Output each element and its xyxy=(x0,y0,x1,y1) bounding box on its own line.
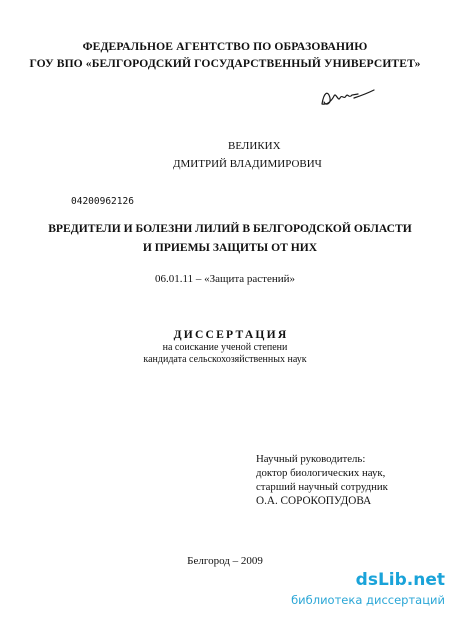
specialty-code: 06.01.11 – «Защита растений» xyxy=(154,273,296,285)
dissertation-label: ДИССЕРТАЦИЯ xyxy=(173,328,289,341)
agency-heading: ФЕДЕРАЛЬНОЕ АГЕНТСТВО ПО ОБРАЗОВАНИЮ xyxy=(82,40,368,53)
watermark-subtitle: библиотека диссертаций xyxy=(291,593,445,607)
university-heading: ГОУ ВПО «БЕЛГОРОДСКИЙ ГОСУДАРСТВЕННЫЙ УНИВЕРСИТЕТ» xyxy=(29,57,421,70)
supervisor-position: старший научный сотрудник xyxy=(256,481,388,493)
thesis-title-line-1: ВРЕДИТЕЛИ И БОЛЕЗНИ ЛИЛИЙ В БЕЛГОРОДСКОЙ ОБЛАСТИ xyxy=(48,222,412,235)
city-year: Белгород – 2009 xyxy=(187,555,263,567)
thesis-title-line-2: И ПРИЕМЫ ЗАЩИТЫ ОТ НИХ xyxy=(142,241,318,254)
registration-code: 04200962126 xyxy=(71,196,134,207)
supervisor-name: О.А. СОРОКОПУДОВА xyxy=(256,495,372,507)
supervisor-degree: доктор биологических наук, xyxy=(256,467,386,479)
author-name: ДМИТРИЙ ВЛАДИМИРОВИЧ xyxy=(173,158,322,170)
author-surname: ВЕЛИКИХ xyxy=(228,140,281,152)
watermark xyxy=(290,570,445,608)
degree-line-2: кандидата сельскохозяйственных наук xyxy=(143,354,307,365)
supervisor-label: Научный руководитель: xyxy=(256,453,366,465)
watermark-logo: dsLib.net xyxy=(355,570,445,590)
handwritten-signature xyxy=(318,84,378,112)
degree-line-1: на соискание ученой степени xyxy=(162,342,288,353)
